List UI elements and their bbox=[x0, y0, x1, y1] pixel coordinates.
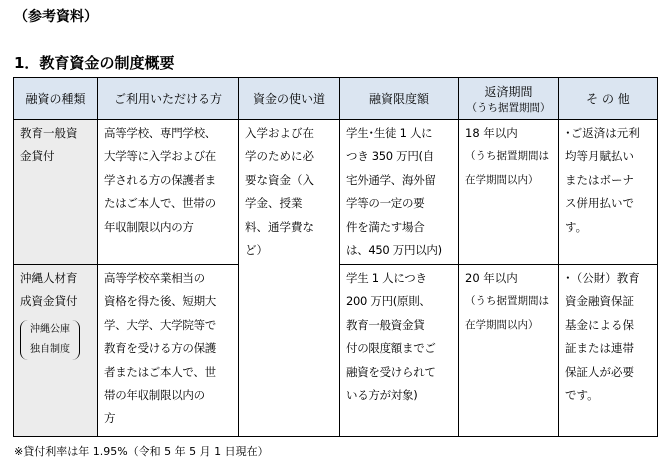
table-row bbox=[14, 120, 658, 265]
okinawa-original-badge bbox=[20, 320, 80, 360]
eligibility-line: 大学等に入学および在 bbox=[104, 149, 216, 164]
other-line: 資金融資保証 bbox=[565, 294, 634, 309]
eligibility-cell bbox=[98, 120, 239, 265]
fund-use-line: 学金、授業 bbox=[245, 196, 303, 211]
other-line: ス併用払いで bbox=[565, 196, 634, 211]
loan-type-line: 沖縄人材育 bbox=[20, 271, 78, 285]
other-line: 保証人が必要 bbox=[565, 364, 634, 379]
loan-limit-line: 融資を受けられて bbox=[346, 364, 436, 379]
eligibility-line: 教育を受ける方の保護 bbox=[104, 341, 216, 356]
other-line: 均等月賦払い bbox=[565, 149, 634, 164]
eligibility-line: 帯の年収制限以内の bbox=[104, 388, 205, 403]
loan-limit-line: いる方が対象) bbox=[346, 388, 418, 403]
fund-use-cell bbox=[239, 120, 340, 437]
loan-limit-line: 200 万円(原則、 bbox=[346, 294, 431, 309]
loan-limit-line: 学等の一定の要 bbox=[346, 196, 425, 211]
other-line: ･（公財）教育 bbox=[565, 271, 640, 285]
loan-type-cell bbox=[14, 265, 98, 437]
period-sub-line: （うち据置期間は bbox=[465, 295, 549, 308]
period-sub-line: （うち据置期間は bbox=[465, 150, 549, 163]
footnote: ※貸付利率は年 1.95%（令和 5 年 5 月 1 日現在） bbox=[14, 445, 269, 458]
header-other: そ の 他 bbox=[559, 78, 658, 120]
header-eligibility: ご利用いただける方 bbox=[98, 78, 239, 120]
loan-limit-line: 教育一般資金貸 bbox=[346, 317, 425, 332]
loan-type-cell bbox=[14, 120, 98, 265]
fund-use-line: 要な資金（入 bbox=[245, 172, 314, 187]
other-line: です。 bbox=[565, 388, 599, 403]
loan-limit-line: 宅外通学、海外留 bbox=[346, 172, 436, 187]
eligibility-cell bbox=[98, 265, 239, 437]
header-row bbox=[14, 78, 658, 120]
loan-limit-line: 学生･生徒 1 人に bbox=[346, 126, 433, 140]
fund-use-line: 学のために必 bbox=[245, 149, 314, 164]
other-line: す。 bbox=[565, 219, 588, 234]
repayment-period-cell bbox=[459, 120, 559, 265]
period-main: 20 年以内 bbox=[465, 271, 518, 285]
eligibility-line: 者またはご本人で、世 bbox=[104, 364, 216, 379]
badge-line: 沖縄公庫 bbox=[30, 323, 70, 335]
loan-limit-line: 付の限度額までご bbox=[346, 341, 436, 356]
header-period-sub: （うち据置期間） bbox=[466, 101, 551, 114]
header-repayment-period bbox=[459, 78, 559, 120]
eligibility-line: 高等学校卒業相当の bbox=[104, 271, 205, 285]
loan-limit-line: 件を満たす場合 bbox=[346, 219, 425, 234]
repayment-period-cell bbox=[459, 265, 559, 437]
loan-limit-line: は、450 万円以内) bbox=[346, 243, 442, 258]
loan-type-line: 教育一般資 bbox=[20, 126, 78, 140]
fund-use-line: 料、通学費な bbox=[245, 219, 314, 234]
other-cell bbox=[559, 265, 658, 437]
eligibility-line: 学、大学、大学院等で bbox=[104, 317, 216, 332]
eligibility-line: 方 bbox=[104, 411, 116, 426]
period-sub-line: 在学期間以内） bbox=[465, 318, 539, 331]
other-cell bbox=[559, 120, 658, 265]
loan-limit-cell bbox=[340, 265, 459, 437]
period-sub-line: 在学期間以内） bbox=[465, 173, 539, 186]
eligibility-line: 資格を得た後、短期大 bbox=[104, 294, 216, 309]
loan-limit-line: つき 350 万円(自 bbox=[346, 149, 434, 164]
header-period-main: 返済期間 bbox=[484, 84, 533, 99]
eligibility-line: 学される方の保護者ま bbox=[104, 172, 216, 187]
other-line: またはボーナ bbox=[565, 172, 634, 187]
section-title: 1．教育資金の制度概要 bbox=[14, 54, 175, 72]
loan-type-line: 成資金貸付 bbox=[20, 294, 78, 309]
eligibility-line: 年収制限以内の方 bbox=[104, 219, 194, 234]
fund-use-line: ど） bbox=[245, 243, 268, 258]
badge-line: 独自制度 bbox=[30, 343, 70, 355]
page-label: （参考資料） bbox=[14, 9, 98, 25]
other-line: 証または連帯 bbox=[565, 341, 634, 356]
loan-type-line: 金貸付 bbox=[20, 149, 55, 164]
eligibility-line: たはご本人で、世帯の bbox=[104, 196, 216, 211]
other-line: ･ご返済は元利 bbox=[565, 126, 640, 140]
eligibility-line: 高等学校、専門学校、 bbox=[104, 126, 216, 140]
education-fund-table bbox=[13, 77, 658, 437]
loan-limit-line: 学生 1 人につき bbox=[346, 271, 427, 285]
fund-use-line: 入学および在 bbox=[245, 126, 314, 140]
other-line: 基金による保 bbox=[565, 317, 634, 332]
header-fund-use: 資金の使い道 bbox=[239, 78, 340, 120]
loan-limit-cell bbox=[340, 120, 459, 265]
period-main: 18 年以内 bbox=[465, 126, 518, 140]
header-loan-type: 融資の種類 bbox=[14, 78, 98, 120]
header-loan-limit: 融資限度額 bbox=[340, 78, 459, 120]
